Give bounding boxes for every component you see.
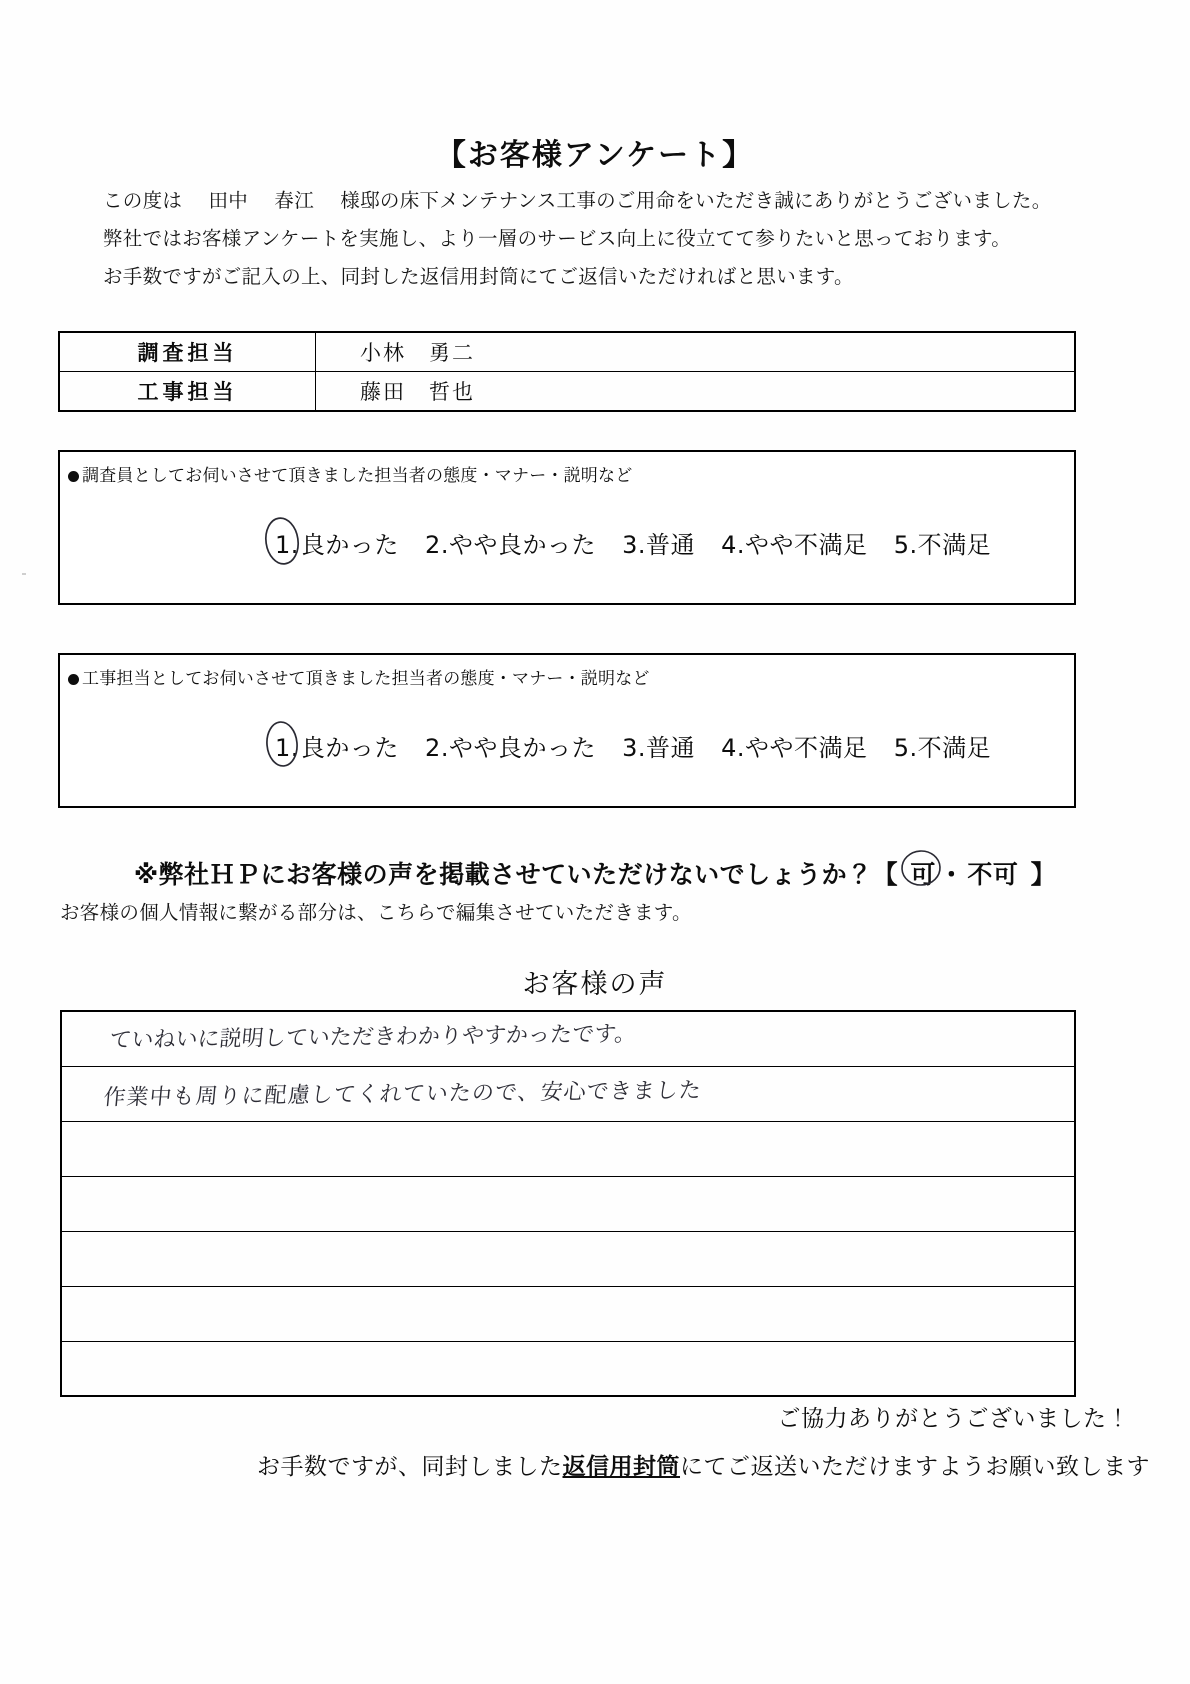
rating-option-3-label: 普通 [646, 734, 695, 762]
scan-artifact [22, 573, 26, 575]
voice-row-6[interactable] [61, 1286, 1075, 1341]
question-1-header-text: 調査員としてお伺いさせて頂きました担当者の態度・マナー・説明など [82, 466, 633, 486]
question-1-scale [273, 525, 991, 560]
rating-option-4-label: やや不満足 [745, 734, 868, 762]
rating-option-4[interactable] [721, 531, 867, 559]
rating-option-4-num: 4. [721, 531, 746, 559]
table-row [61, 1121, 1075, 1176]
staff-name-construction: 藤田 哲也 [316, 372, 1076, 412]
bullet-icon [68, 674, 79, 685]
rating-option-1-num: 1. [275, 734, 299, 762]
staff-role-label-survey: 調査担当 [59, 332, 316, 372]
rating-option-3[interactable] [622, 734, 695, 762]
handwritten-circle-icon [898, 846, 944, 890]
table-row [59, 372, 1075, 412]
selected-answer-marker [273, 734, 301, 762]
voice-row-1[interactable] [61, 1011, 1075, 1066]
voice-row-2[interactable] [61, 1066, 1075, 1121]
rating-option-2-num: 2. [425, 734, 449, 762]
rating-option-1-label: 良かった [300, 531, 399, 559]
rating-option-2-num: 2. [425, 531, 449, 559]
rating-option-5[interactable] [894, 531, 991, 559]
rating-option-2[interactable] [425, 734, 596, 762]
intro-line-1: この度は 田中 春江 様邸の床下メンテナンス工事のご用命をいただき誠にありがとうございました。 [103, 189, 1052, 212]
table-row [61, 1011, 1075, 1066]
staff-name-survey: 小林 勇二 [316, 332, 1076, 372]
table-row [61, 1066, 1075, 1121]
question-1-header [68, 461, 632, 486]
question-box-construction-staff [58, 653, 1076, 808]
rating-option-2-label: やや良かった [448, 734, 596, 762]
rating-option-3[interactable] [622, 531, 695, 559]
hp-consent-note: お客様の個人情報に繋がる部分は、こちらで編集させていただきます。 [60, 901, 692, 924]
footer-request-suffix: にてご返送いただけますようお願い致します [680, 1454, 1150, 1480]
staff-role-label-construction: 工事担当 [59, 372, 316, 412]
rating-option-2[interactable] [425, 531, 596, 559]
voice-row-3[interactable] [61, 1121, 1075, 1176]
footer-request [0, 1448, 1150, 1481]
footer-request-prefix: お手数ですが、同封しました [257, 1454, 563, 1480]
footer-request-underlined: 返信用封筒 [562, 1454, 680, 1480]
hp-consent-option-yes[interactable] [907, 855, 939, 891]
question-2-header [68, 664, 650, 689]
hp-consent-question [0, 855, 1190, 891]
rating-option-1-num: 1. [275, 531, 299, 559]
voice-row-7[interactable] [61, 1341, 1075, 1396]
voice-section-heading: お客様の声 [522, 969, 668, 1000]
staff-assignment-table [58, 331, 1076, 412]
footer-thanks: ご協力ありがとうございました！ [777, 1406, 1130, 1432]
rating-option-5-num: 5. [893, 734, 918, 762]
rating-option-1[interactable] [273, 734, 399, 762]
voice-row-5[interactable] [61, 1231, 1075, 1286]
rating-option-3-label: 普通 [646, 531, 695, 559]
rating-option-2-label: やや良かった [448, 531, 596, 559]
rating-option-3-num: 3. [622, 734, 646, 762]
rating-option-4-label: やや不満足 [745, 531, 868, 559]
rating-option-1-label: 良かった [300, 734, 399, 762]
rating-option-5-label: 不満足 [917, 531, 992, 559]
customer-voice-table [60, 1010, 1076, 1397]
rating-option-4-num: 4. [721, 734, 746, 762]
intro-line-2: 弊社ではお客様アンケートを実施し、より一層のサービス向上に役立てて参りたいと思っております。 [103, 227, 1012, 250]
table-row [59, 332, 1075, 372]
rating-option-5-num: 5. [893, 531, 918, 559]
question-box-survey-staff [58, 450, 1076, 605]
hp-consent-separator: ・ [938, 860, 965, 889]
table-row [61, 1286, 1075, 1341]
rating-option-1[interactable] [273, 531, 399, 559]
rating-option-3-num: 3. [622, 531, 646, 559]
question-2-scale [273, 728, 991, 763]
handwritten-comment-line-2: 作業中も周りに配慮してくれていたので、安心できました [102, 1077, 703, 1111]
hp-consent-option-yes-label: 可 [910, 860, 936, 889]
rating-option-4[interactable] [721, 734, 867, 762]
hp-consent-text: ※弊社ＨＰにお客様の声を掲載させていただけないでしょうか？【 [133, 860, 899, 889]
voice-row-4[interactable] [61, 1176, 1075, 1231]
hp-consent-bracket-close: 】 [1030, 860, 1057, 889]
intro-paragraph [103, 182, 1103, 296]
page-title: 【お客様アンケート】 [435, 138, 755, 173]
hp-consent-option-no-label: 不可 [967, 860, 1019, 889]
handwritten-comment-line-1: ていねいに説明していただきわかりやすかったです。 [108, 1021, 638, 1054]
rating-option-5[interactable] [894, 734, 991, 762]
rating-option-5-label: 不満足 [917, 734, 992, 762]
intro-line-3: お手数ですがご記入の上、同封した返信用封筒にてご返信いただければと思います。 [103, 265, 854, 288]
selected-answer-marker [273, 531, 301, 559]
table-row [61, 1176, 1075, 1231]
question-2-header-text: 工事担当としてお伺いさせて頂きました担当者の態度・マナー・説明など [82, 669, 650, 689]
table-row [61, 1341, 1075, 1396]
table-row [61, 1231, 1075, 1286]
bullet-icon [68, 471, 79, 482]
hp-consent-option-no[interactable] [964, 855, 1021, 891]
